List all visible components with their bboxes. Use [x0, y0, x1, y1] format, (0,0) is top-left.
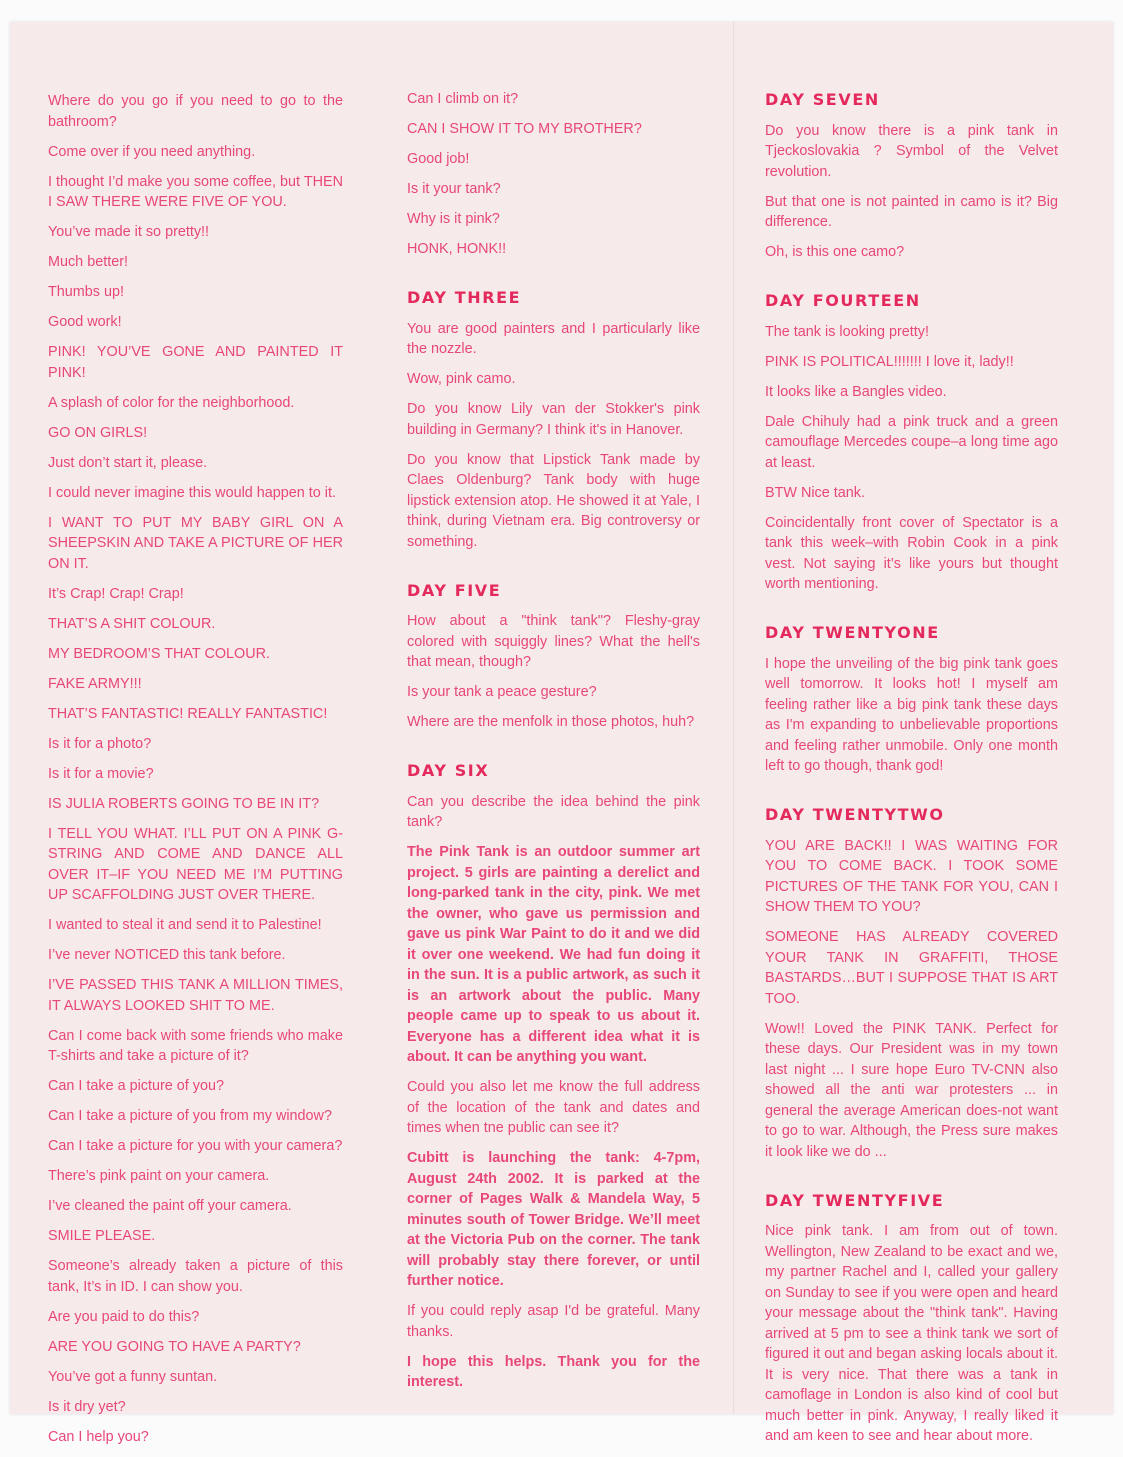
question: Could you also let me know the full address of the location of the tank and dates and times when tne public can see it?: [407, 1079, 700, 1136]
comment: Do you know Lily van der Stokker's pink building in Germany? I think it's in Hanover.: [407, 401, 700, 438]
comment: THAT’S A SHIT COLOUR.: [48, 615, 216, 632]
comment: Is it your tank?: [407, 181, 501, 197]
comment: It’s Crap! Crap! Crap!: [48, 585, 184, 602]
day-fourteen-heading: DAY FOURTEEN: [765, 291, 921, 310]
comment: Dale Chihuly had a pink truck and a green camouflage Mercedes coupe–a long time ago at least.: [765, 413, 1058, 471]
comment: There’s pink paint on your camera.: [48, 1168, 270, 1184]
comment: GO ON GIRLS!: [48, 424, 148, 441]
comment: Why is it pink?: [407, 211, 500, 227]
comment: Can I take a picture for you with your camera?: [48, 1138, 343, 1154]
comment: Come over if you need anything.: [48, 143, 256, 160]
answer: The Pink Tank is an outdoor summer art project. 5 girls are painting a derelict and long-parked tank in the city, pink. We met the owner, who gave us permission and gave us pink War Paint to do it and we did it over one weekend. We had fun doing it in the sun. It is a public artwork, as such it is an artwork about the public. Many people came up to speak to us about it. Everyone has a different idea what it is about. It can be anything you want.: [407, 844, 700, 1065]
comment: PINK! YOU’VE GONE AND PAINTED IT PINK!: [48, 344, 343, 381]
column-right: [765, 90, 1058, 1456]
comment: Can I take a picture of you?: [48, 1078, 224, 1094]
comment: Are you paid to do this?: [48, 1308, 200, 1325]
comment: Wow!! Loved the PINK TANK. Perfect for these days. Our President was in my town last night ... I sure hope Euro TV-CNN also showed all the anti war protesters ... in general the average American does-not want to go to war. Although, the Press sure makes it look like we do ...: [765, 1020, 1058, 1160]
comment: MY BEDROOM’S THAT COLOUR.: [48, 645, 271, 662]
comment: I thought I’d make you some coffee, but THEN I SAW THERE WERE FIVE OF YOU.: [48, 173, 343, 210]
comment: Can I come back with some friends who make T-shirts and take a picture of it?: [48, 1027, 343, 1064]
comment: SMILE PLEASE.: [48, 1228, 156, 1244]
comment: I’ve cleaned the paint off your camera.: [48, 1198, 292, 1214]
comment: Is it for a movie?: [48, 765, 154, 782]
comment: CAN I SHOW IT TO MY BROTHER?: [407, 121, 642, 137]
answer: Cubitt is launching the tank: 4-7pm, August 24th 2002. It is parked at the corner of Pages Walk & Mandela Way, 5 minutes south of Tower Bridge. We’ll meet at the Victoria Pub on the corner. The tank will probably stay there forever, or until further notice.: [407, 1150, 700, 1289]
page-fold: [733, 22, 735, 1414]
comment: I TELL YOU WHAT. I’LL PUT ON A PINK G-STRING AND COME AND DANCE ALL OVER IT–IF YOU NEED ME I’M PUTTING UP SCAFFOLDING JUST OVER THERE.: [48, 825, 343, 903]
comment: Can I climb on it?: [407, 91, 519, 107]
comment: I’VE PASSED THIS TANK A MILLION TIMES, IT ALWAYS LOOKED SHIT TO ME.: [48, 977, 343, 1014]
comment: Where are the menfolk in those photos, huh?: [407, 714, 695, 730]
question: If you could reply asap I'd be grateful. Many thanks.: [407, 1303, 700, 1340]
day-seven-heading: DAY SEVEN: [765, 90, 880, 109]
comment: Thumbs up!: [48, 284, 124, 300]
day-twentytwo-heading: DAY TWENTYTWO: [765, 805, 945, 824]
comment: You are good painters and I particularly like the nozzle.: [407, 320, 700, 357]
comment: Someone’s already taken a picture of this tank, It’s in ID. I can show you.: [48, 1258, 343, 1295]
comment: Much better!: [48, 254, 128, 270]
comment: PINK IS POLITICAL!!!!!!! I love it, lady!!: [765, 353, 1014, 370]
answer: I hope this helps. Thank you for the interest.: [407, 1353, 700, 1390]
comment: Good job!: [407, 151, 470, 167]
comment: You’ve made it so pretty!!: [48, 224, 210, 240]
comment: Do you know that Lipstick Tank made by Claes Oldenburg? Tank body with huge lipstick extension atop. He showed it at Yale, I think, during Vietnam era. Big controversy or something.: [407, 451, 700, 550]
comment: Where do you go if you need to go to the bathroom?: [48, 93, 343, 130]
comment: FAKE ARMY!!!: [48, 675, 142, 692]
day-six-heading: DAY SIX: [407, 761, 490, 780]
comment: Good work!: [48, 314, 122, 330]
comment: It looks like a Bangles video.: [765, 383, 947, 400]
comment: I’ve never NOTICED this tank before.: [48, 947, 286, 963]
day-five-heading: DAY FIVE: [407, 580, 502, 600]
comment: Is it for a photo?: [48, 735, 152, 752]
comment: How about a "think tank"? Fleshy-gray colored with squiggly lines? What the hell's that mean, though?: [407, 613, 700, 670]
comment: Can I help you?: [48, 1428, 149, 1445]
comment: YOU ARE BACK!! I WAS WAITING FOR YOU TO COME BACK. I TOOK SOME PICTURES OF THE TANK FOR YOU, CAN I SHOW THEM TO YOU?: [765, 837, 1058, 915]
comment: Wow, pink camo.: [407, 371, 516, 387]
comment: I could never imagine this would happen to it.: [48, 484, 336, 501]
comment: THAT’S FANTASTIC! REALLY FANTASTIC!: [48, 705, 328, 722]
column-middle: [407, 89, 700, 1402]
comment: Is your tank a peace gesture?: [407, 684, 597, 700]
comment: Just don’t start it, please.: [48, 454, 208, 471]
comment: IS JULIA ROBERTS GOING TO BE IN IT?: [48, 795, 320, 812]
comment: I WANT TO PUT MY BABY GIRL ON A SHEEPSKIN AND TAKE A PICTURE OF HER ON IT.: [48, 514, 343, 572]
comment: The tank is looking pretty!: [765, 323, 929, 340]
comment: I hope the unveiling of the big pink tank goes well tomorrow. It looks hot! I myself am feeling rather like a big pink tank these days as I'm expanding to unbelievable proportions and feeling rather unmobile. Only one month left to go though, thank god!: [765, 655, 1058, 774]
comment: But that one is not painted in camo is it? Big difference.: [765, 193, 1058, 230]
comment: Oh, is this one camo?: [765, 244, 905, 260]
comment: SOMEONE HAS ALREADY COVERED YOUR TANK IN GRAFFITI, THOSE BASTARDS…BUT I SUPPOSE THAT IS ART TOO.: [765, 929, 1058, 1007]
comment: Nice pink tank. I am from out of town. Wellington, New Zealand to be exact and we, my partner Rachel and I, called your gallery on Sunday to see if you were open and heard your message about the "think tank". Having arrived at 5 pm to see a think tank we sort of figured it out and began asking locals about it. It is very nice. That there was a tank in camoflage in London is also kind of cool but much better in pink. Anyway, I really liked it and am keen to see and hear about more.: [765, 1223, 1058, 1444]
question: Can you describe the idea behind the pink tank?: [407, 793, 700, 830]
day-twentyfive-heading: DAY TWENTYFIVE: [765, 1190, 945, 1210]
comment: HONK, HONK!!: [407, 241, 507, 257]
comment: ARE YOU GOING TO HAVE A PARTY?: [48, 1338, 301, 1355]
comment: Can I take a picture of you from my window?: [48, 1108, 332, 1124]
comment: A splash of color for the neighborhood.: [48, 394, 295, 411]
comment: Do you know there is a pink tank in Tjeckoslovakia ? Symbol of the Velvet revolution.: [765, 122, 1058, 180]
day-three-heading: DAY THREE: [407, 288, 522, 307]
comment: BTW Nice tank.: [765, 484, 865, 501]
comment: Coincidentally front cover of Spectator is a tank this week–with Robin Cook in a pink vest. Not saying it’s like yours but thought worth mentioning.: [765, 514, 1058, 592]
comment: Is it dry yet?: [48, 1398, 126, 1415]
column-left: [48, 91, 343, 1457]
day-twentyone-heading: DAY TWENTYONE: [765, 623, 940, 642]
comment: I wanted to steal it and send it to Palestine!: [48, 917, 322, 933]
comment: You’ve got a funny suntan.: [48, 1368, 218, 1385]
